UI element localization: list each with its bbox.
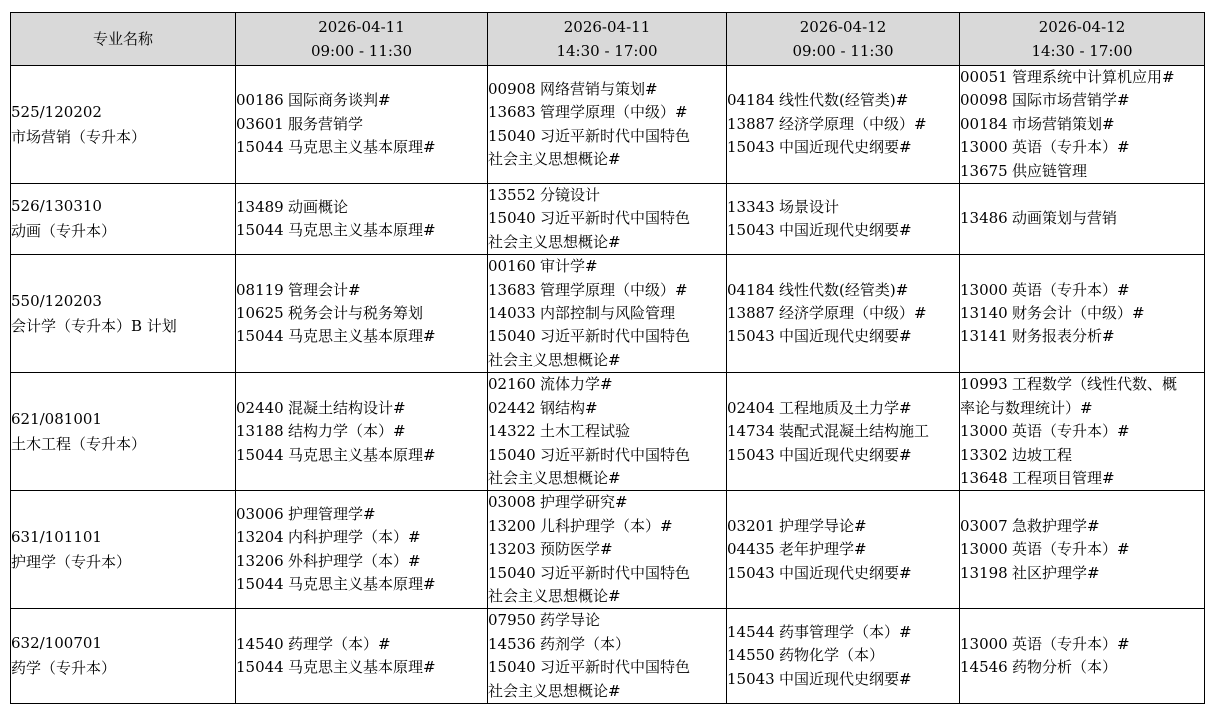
course-item <box>236 633 487 656</box>
course-item <box>960 420 1204 443</box>
major-code: 631/101101 <box>11 527 102 546</box>
course-item <box>236 302 487 325</box>
course-name: 经济学原理（中级）# <box>779 114 927 133</box>
course-name: 国际商务谈判# <box>288 91 391 110</box>
session-cell <box>488 373 727 491</box>
course-name: 药学导论 <box>540 611 601 630</box>
course-item <box>727 538 959 561</box>
course-name: 管理学原理（中级）# <box>540 280 688 299</box>
table-row <box>11 66 1205 184</box>
course-name: 混凝土结构设计# <box>288 398 406 417</box>
session-cell <box>727 373 960 491</box>
course-code: 15044 <box>236 138 284 157</box>
course-item <box>727 397 959 420</box>
course-item <box>960 656 1204 679</box>
session-cell <box>488 255 727 373</box>
course-item <box>236 503 487 526</box>
course-name: 护理管理学# <box>288 505 376 524</box>
course-code: 14322 <box>488 422 536 441</box>
exam-schedule-table <box>10 12 1205 704</box>
course-item <box>488 538 726 561</box>
course-name: 中国近现代史纲要# <box>779 327 912 346</box>
course-code: 13204 <box>236 528 284 547</box>
major-cell <box>11 255 236 373</box>
course-name: 习近平新时代中国特色 <box>540 658 691 677</box>
course-item <box>488 125 726 148</box>
course-name: 中国近现代史纲要# <box>779 563 912 582</box>
major-name: 药学（专升本） <box>11 659 117 678</box>
course-code: 13000 <box>960 540 1008 559</box>
course-name: 马克思主义基本原理# <box>288 445 436 464</box>
course-code: 15040 <box>488 209 536 228</box>
course-code: 00908 <box>488 79 536 98</box>
course-code: 04184 <box>727 91 775 110</box>
course-code: 10993 <box>960 375 1008 394</box>
course-item <box>236 526 487 549</box>
course-item <box>236 444 487 467</box>
course-code: 00051 <box>960 68 1008 86</box>
course-code: 13200 <box>488 516 536 535</box>
course-name: 分镜设计 <box>540 186 601 205</box>
course-name: 内科护理学（本）# <box>288 528 421 547</box>
course-name: 供应链管理 <box>1012 161 1088 180</box>
table-row <box>11 255 1205 373</box>
course-code: 02442 <box>488 398 536 417</box>
course-code: 15044 <box>236 575 284 594</box>
major-cell <box>11 491 236 609</box>
session-cell <box>488 66 727 184</box>
course-item <box>488 302 726 325</box>
course-item <box>236 219 487 242</box>
course-item <box>727 621 959 644</box>
course-name: 管理学原理（中级）# <box>540 103 688 122</box>
course-name: 工程地质及土力学# <box>779 398 912 417</box>
course-name: 药剂学（本） <box>540 634 631 653</box>
course-code: 15044 <box>236 221 284 240</box>
course-name: 工程数学（线性代数、概 <box>1012 375 1178 394</box>
course-name: 药物分析（本） <box>1012 658 1118 677</box>
course-name: 中国近现代史纲要# <box>779 221 912 240</box>
course-item <box>236 113 487 136</box>
course-code: 15043 <box>727 445 775 464</box>
course-name: 结构力学（本）# <box>288 422 406 441</box>
course-code: 00186 <box>236 91 284 110</box>
course-item <box>960 302 1204 325</box>
major-code: 621/081001 <box>11 409 102 428</box>
course-name: 外科护理学（本）# <box>288 551 421 570</box>
course-item <box>960 136 1204 159</box>
course-item <box>488 609 726 632</box>
course-name: 管理会计# <box>288 280 361 299</box>
session-cell <box>960 491 1205 609</box>
course-name: 习近平新时代中国特色 <box>540 563 691 582</box>
session-cell <box>960 373 1205 491</box>
course-code: 13140 <box>960 304 1008 323</box>
course-code: 15040 <box>488 126 536 145</box>
major-name: 动画（专升本） <box>11 222 117 241</box>
header-session-3 <box>727 13 960 66</box>
major-code: 525/120202 <box>11 102 102 121</box>
course-item <box>727 196 959 219</box>
session-cell <box>960 255 1205 373</box>
course-item <box>727 136 959 159</box>
course-code: 13648 <box>960 468 1008 487</box>
course-item <box>960 633 1204 656</box>
course-code: 15040 <box>488 658 536 677</box>
course-code: 13683 <box>488 103 536 122</box>
session-cell <box>727 609 960 704</box>
header-major: 专业名称 <box>11 13 236 66</box>
course-code: 03006 <box>236 505 284 524</box>
session-cell <box>488 609 727 704</box>
course-item <box>727 420 959 443</box>
course-name: 线性代数(经管类)# <box>779 91 909 110</box>
course-code: 15044 <box>236 445 284 464</box>
session-time: 09:00 - 11:30 <box>792 42 894 60</box>
course-code: 13887 <box>727 114 775 133</box>
course-item <box>236 325 487 348</box>
course-code: 13343 <box>727 197 775 216</box>
course-name: 药物化学（本） <box>779 646 885 665</box>
course-code: 15043 <box>727 138 775 157</box>
course-item <box>960 279 1204 302</box>
course-item <box>960 515 1204 538</box>
course-item <box>727 444 959 467</box>
course-name-continued: 社会主义思想概论# <box>488 586 621 605</box>
course-code: 13486 <box>960 209 1008 228</box>
header-session-2 <box>488 13 727 66</box>
course-code: 13203 <box>488 540 536 559</box>
course-code: 02440 <box>236 398 284 417</box>
course-name-continued: 率论与数理统计）# <box>960 398 1093 417</box>
table-row <box>11 609 1205 704</box>
major-code: 632/100701 <box>11 634 102 653</box>
course-item <box>960 444 1204 467</box>
session-time: 14:30 - 17:00 <box>556 42 658 60</box>
course-code: 13000 <box>960 422 1008 441</box>
course-item <box>236 550 487 573</box>
major-name: 会计学（专升本）B 计划 <box>11 316 177 335</box>
course-item <box>488 562 726 585</box>
course-item <box>727 668 959 691</box>
course-name: 护理学研究# <box>540 493 628 512</box>
course-item <box>236 279 487 302</box>
course-item <box>488 397 726 420</box>
course-name: 装配式混凝土结构施工 <box>779 422 930 441</box>
course-name: 工程项目管理# <box>1012 468 1115 487</box>
course-code: 13000 <box>960 280 1008 299</box>
course-name: 中国近现代史纲要# <box>779 138 912 157</box>
course-name: 马克思主义基本原理# <box>288 221 436 240</box>
course-name: 国际市场营销学# <box>1012 91 1130 110</box>
header-session-1 <box>236 13 488 66</box>
course-name: 税务会计与税务筹划 <box>288 304 424 323</box>
course-code: 14033 <box>488 304 536 323</box>
course-name: 服务营销学 <box>288 114 364 133</box>
course-item <box>727 219 959 242</box>
session-date: 2026-04-12 <box>1038 18 1126 36</box>
course-name: 习近平新时代中国特色 <box>540 126 691 145</box>
session-cell <box>236 373 488 491</box>
course-name: 网络营销与策划# <box>540 79 658 98</box>
course-code: 10625 <box>236 304 284 323</box>
course-item <box>488 207 726 230</box>
course-name: 习近平新时代中国特色 <box>540 327 691 346</box>
course-name-continued: 社会主义思想概论# <box>488 232 621 251</box>
course-item <box>236 573 487 596</box>
course-item <box>236 420 487 443</box>
course-code: 15040 <box>488 327 536 346</box>
course-name: 管理系统中计算机应用# <box>1012 68 1175 86</box>
course-item <box>960 66 1204 89</box>
course-name: 马克思主义基本原理# <box>288 138 436 157</box>
course-code: 13188 <box>236 422 284 441</box>
course-code: 14546 <box>960 658 1008 677</box>
course-code: 03008 <box>488 493 536 512</box>
session-date: 2026-04-12 <box>799 18 887 36</box>
course-code: 15043 <box>727 669 775 688</box>
course-code: 13302 <box>960 445 1008 464</box>
course-name: 动画概论 <box>288 197 349 216</box>
session-time: 09:00 - 11:30 <box>310 42 413 60</box>
course-code: 15043 <box>727 563 775 582</box>
course-name: 药事管理学（本）# <box>779 623 912 642</box>
course-item <box>488 444 726 467</box>
course-item <box>488 255 726 278</box>
course-name: 土木工程试验 <box>540 422 631 441</box>
course-item <box>488 633 726 656</box>
course-code: 02404 <box>727 398 775 417</box>
header-session-4 <box>960 13 1205 66</box>
course-item <box>236 397 487 420</box>
session-cell <box>488 491 727 609</box>
course-name: 内部控制与风险管理 <box>540 304 676 323</box>
course-name: 护理学导论# <box>779 516 867 535</box>
course-name-continued: 社会主义思想概论# <box>488 681 621 700</box>
course-code: 03201 <box>727 516 775 535</box>
course-item <box>960 160 1204 183</box>
session-cell <box>488 184 727 255</box>
session-time: 14:30 - 17:00 <box>1031 42 1133 60</box>
course-item <box>488 420 726 443</box>
major-cell <box>11 66 236 184</box>
course-code: 08119 <box>236 280 284 299</box>
course-code: 13887 <box>727 304 775 323</box>
course-code: 15040 <box>488 563 536 582</box>
course-name: 财务会计（中级）# <box>1012 304 1145 323</box>
course-code: 14734 <box>727 422 775 441</box>
course-name: 财务报表分析# <box>1012 327 1115 346</box>
course-name: 中国近现代史纲要# <box>779 445 912 464</box>
course-code: 13141 <box>960 327 1008 346</box>
course-item <box>488 279 726 302</box>
major-name: 土木工程（专升本） <box>11 434 147 453</box>
course-code: 13489 <box>236 197 284 216</box>
course-name: 英语（专升本）# <box>1012 138 1130 157</box>
course-name-continued: 社会主义思想概论# <box>488 149 621 168</box>
table-row <box>11 184 1205 255</box>
major-name: 市场营销（专升本） <box>11 127 147 146</box>
major-name: 护理学（专升本） <box>11 552 132 571</box>
course-code: 15044 <box>236 327 284 346</box>
course-item <box>488 656 726 679</box>
course-item <box>960 89 1204 112</box>
course-code: 14544 <box>727 623 775 642</box>
course-item <box>727 279 959 302</box>
course-item <box>488 184 726 207</box>
course-name: 急救护理学# <box>1012 516 1100 535</box>
course-code: 04435 <box>727 540 775 559</box>
course-item <box>727 562 959 585</box>
course-name: 马克思主义基本原理# <box>288 658 436 677</box>
course-code: 03007 <box>960 516 1008 535</box>
course-code: 13198 <box>960 563 1008 582</box>
header-row <box>11 13 1205 66</box>
table-row <box>11 373 1205 491</box>
course-name-continued: 社会主义思想概论# <box>488 468 621 487</box>
major-code: 526/130310 <box>11 197 102 216</box>
course-item <box>236 196 487 219</box>
course-name: 市场营销策划# <box>1012 114 1115 133</box>
course-name: 社区护理学# <box>1012 563 1100 582</box>
course-name: 英语（专升本）# <box>1012 634 1130 653</box>
course-item <box>236 136 487 159</box>
course-item <box>960 538 1204 561</box>
course-code: 03601 <box>236 114 284 133</box>
course-code: 13000 <box>960 634 1008 653</box>
course-item <box>488 78 726 101</box>
course-name: 线性代数(经管类)# <box>779 280 909 299</box>
course-code: 13206 <box>236 551 284 570</box>
course-name: 英语（专升本）# <box>1012 540 1130 559</box>
course-code: 07950 <box>488 611 536 630</box>
course-name: 习近平新时代中国特色 <box>540 445 691 464</box>
major-code: 550/120203 <box>11 291 102 310</box>
course-code: 14540 <box>236 634 284 653</box>
course-name: 经济学原理（中级）# <box>779 304 927 323</box>
course-code: 13000 <box>960 138 1008 157</box>
schedule-body <box>11 66 1205 704</box>
course-item <box>960 562 1204 585</box>
course-name: 英语（专升本）# <box>1012 280 1130 299</box>
course-item <box>236 656 487 679</box>
course-code: 00160 <box>488 257 536 276</box>
course-name: 马克思主义基本原理# <box>288 327 436 346</box>
course-name: 场景设计 <box>779 197 840 216</box>
course-item <box>960 467 1204 490</box>
session-date: 2026-04-11 <box>318 18 405 36</box>
course-code: 15044 <box>236 658 284 677</box>
session-date: 2026-04-11 <box>563 18 651 36</box>
course-item <box>727 325 959 348</box>
course-name: 钢结构# <box>540 398 598 417</box>
course-name: 儿科护理学（本）# <box>540 516 673 535</box>
course-item <box>960 207 1204 230</box>
course-item <box>488 101 726 124</box>
course-code: 15043 <box>727 327 775 346</box>
course-item <box>727 89 959 112</box>
course-name: 中国近现代史纲要# <box>779 669 912 688</box>
course-code: 13675 <box>960 161 1008 180</box>
session-cell <box>960 184 1205 255</box>
course-code: 14536 <box>488 634 536 653</box>
table-row <box>11 491 1205 609</box>
session-cell <box>236 609 488 704</box>
course-name: 预防医学# <box>540 540 613 559</box>
course-code: 14550 <box>727 646 775 665</box>
major-cell <box>11 184 236 255</box>
course-item <box>960 113 1204 136</box>
course-item <box>960 373 1204 396</box>
session-cell <box>236 491 488 609</box>
course-name: 动画策划与营销 <box>1012 209 1118 228</box>
session-cell <box>727 184 960 255</box>
course-code: 00184 <box>960 114 1008 133</box>
course-item <box>727 644 959 667</box>
session-cell <box>960 66 1205 184</box>
course-name: 药理学（本）# <box>288 634 391 653</box>
course-item <box>488 515 726 538</box>
course-item <box>727 515 959 538</box>
course-name: 马克思主义基本原理# <box>288 575 436 594</box>
course-code: 13552 <box>488 186 536 205</box>
course-name: 审计学# <box>540 257 598 276</box>
session-cell <box>727 66 960 184</box>
major-cell <box>11 609 236 704</box>
course-item <box>960 325 1204 348</box>
course-item <box>488 325 726 348</box>
session-cell <box>236 255 488 373</box>
major-cell <box>11 373 236 491</box>
course-name: 习近平新时代中国特色 <box>540 209 691 228</box>
session-cell <box>727 255 960 373</box>
session-cell <box>236 66 488 184</box>
session-cell <box>727 491 960 609</box>
course-item <box>488 491 726 514</box>
course-name: 英语（专升本）# <box>1012 422 1130 441</box>
course-item <box>488 373 726 396</box>
course-code: 02160 <box>488 375 536 394</box>
session-cell <box>236 184 488 255</box>
course-name: 老年护理学# <box>779 540 867 559</box>
course-code: 15040 <box>488 445 536 464</box>
course-code: 13683 <box>488 280 536 299</box>
course-code: 15043 <box>727 221 775 240</box>
course-name: 流体力学# <box>540 375 613 394</box>
course-code: 00098 <box>960 91 1008 110</box>
course-item <box>727 302 959 325</box>
session-cell <box>960 609 1205 704</box>
course-name: 边坡工程 <box>1012 445 1073 464</box>
course-item <box>236 89 487 112</box>
course-item <box>727 113 959 136</box>
course-code: 04184 <box>727 280 775 299</box>
course-name-continued: 社会主义思想概论# <box>488 350 621 369</box>
